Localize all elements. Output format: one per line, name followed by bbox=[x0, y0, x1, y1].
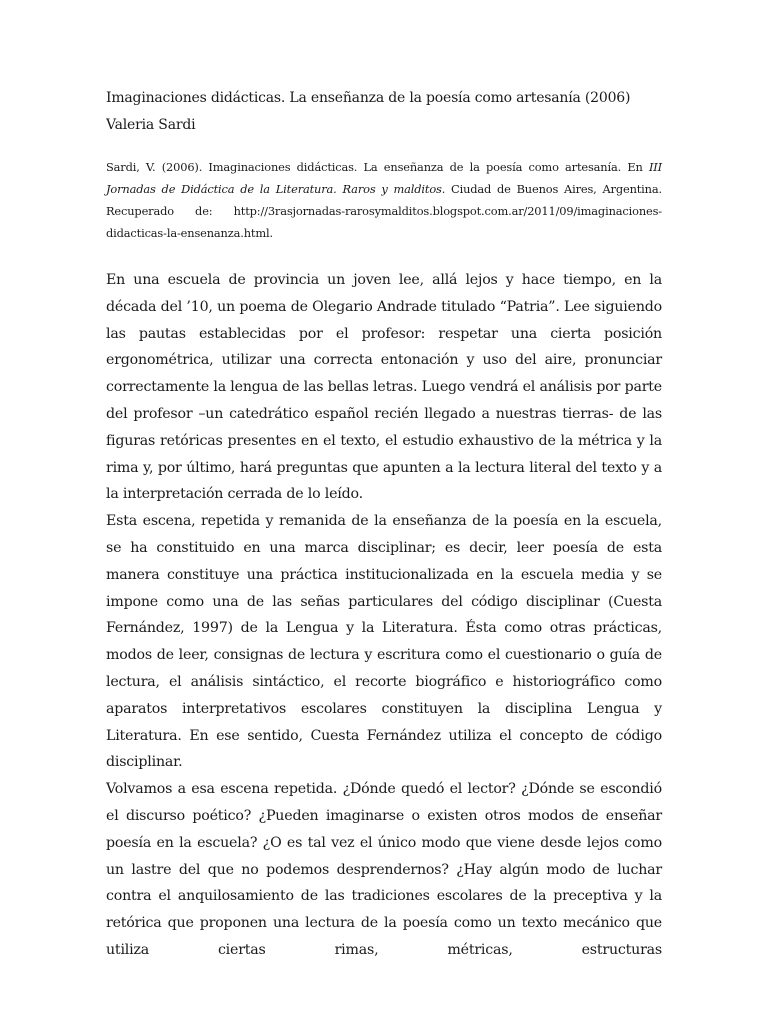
body-paragraph: En una escuela de provincia un joven lee, allá lejos y hace tiempo, en la década del ’10, un poema de Olegario Andrade titulado “Patria”. Lee siguiendo las pautas establecidas por el profesor: respetar una cierta posición ergonométrica, utilizar una correcta entonación y uso del aire, pronunciar correctamente la lengua de las bellas letras. Luego vendrá el análisis por parte del profesor –un catedrático español recién llegado a nuestras tierras- de las figuras retóricas presentes en el texto, el estudio exhaustivo de la métrica y la rima y, por último, hará preguntas que apunten a la lectura literal del texto y a la interpretación cerrada de lo leído. bbox=[106, 272, 662, 503]
document-title: Imaginaciones didácticas. La enseñanza de la poesía como artesanía (2006) bbox=[106, 90, 631, 106]
document-body bbox=[106, 267, 662, 964]
citation-source: Ciudad de Buenos Aires, Argentina. Recuperado de: http://3rasjornadas-rarosymalditos.blogspot.com.ar/2011/09/imaginaciones- didacticas-la-ensenanza.html. bbox=[106, 182, 662, 240]
citation-text: Sardi, V. (2006). Imaginaciones didácticas. La enseñanza de la poesía como artesanía. En bbox=[106, 160, 649, 174]
body-paragraph: Volvamos a esa escena repetida. ¿Dónde quedó el lector? ¿Dónde se escondió el discurso poético? ¿Pueden imaginarse o existen otros modos de enseñar poesía en la escuela? ¿O es tal vez el único modo que viene desde lejos como un lastre del que no podemos desprendernos? ¿Hay algún modo de luchar contra el anquilosamiento de las tradiciones escolares de la preceptiva y la retórica que proponen una lectura de la poesía como un texto mecánico que utiliza ciertas rimas, métricas, estructuras bbox=[106, 781, 662, 958]
document-author: Valeria Sardi bbox=[106, 117, 196, 133]
citation-reference bbox=[106, 156, 662, 244]
body-paragraph: Esta escena, repetida y remanida de la enseñanza de la poesía en la escuela, se ha constituido en una marca disciplinar; es decir, leer poesía de esta manera constituye una práctica institucionalizada en la escuela media y se impone como una de las señas particulares del código disciplinar (Cuesta Fernández, 1997) de la Lengua y la Literatura. Ésta como otras prácticas, modos de leer, consignas de lectura y escritura como el cuestionario o guía de lectura, el análisis sintáctico, el recorte biográfico e historiográfico como aparatos interpretativos escolares constituyen la disciplina Lengua y Literatura. En ese sentido, Cuesta Fernández utiliza el concepto de código disciplinar. bbox=[106, 513, 662, 771]
citation-event-title: III Jornadas de Didáctica de la Literatura. Raros y malditos. bbox=[106, 160, 662, 196]
